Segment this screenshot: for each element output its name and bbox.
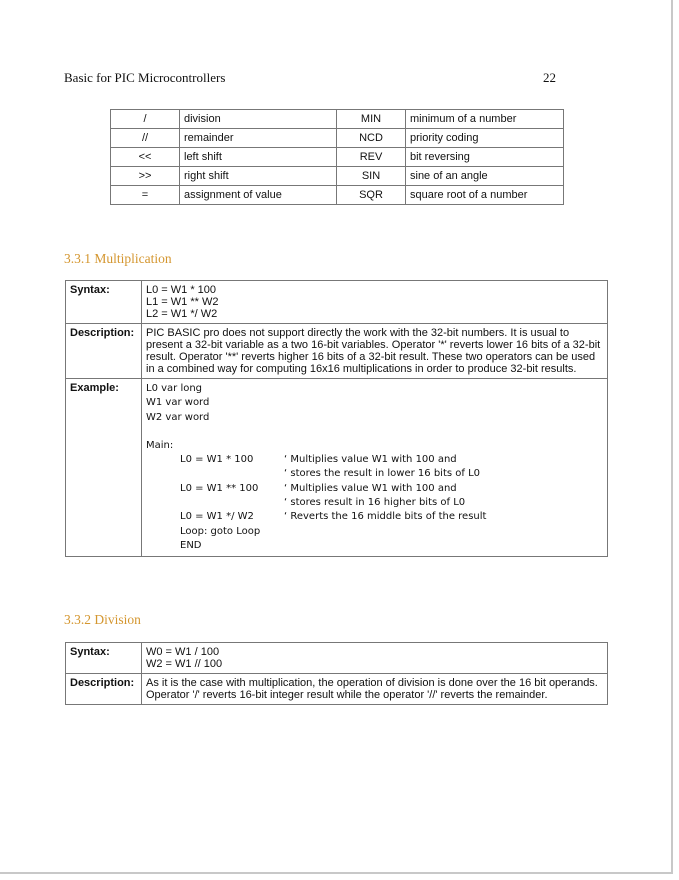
code-line (146, 510, 603, 524)
code-statement: L0 = W1 * 100 (180, 454, 254, 466)
code-comment: ‘ stores result in 16 higher bits of L0 (284, 497, 466, 509)
code-comment: ‘ Multiplies value W1 with 100 and (284, 454, 457, 466)
syntax-line: W0 = W1 / 100 (146, 646, 220, 658)
syntax-row (66, 643, 608, 674)
operator-description: division (180, 110, 337, 129)
syntax-label: Syntax: (66, 281, 142, 324)
syntax-cell (142, 643, 608, 674)
code-statement (180, 496, 284, 510)
code-comment: ‘ Multiplies value W1 with 100 and (284, 482, 457, 494)
description-row (66, 674, 608, 705)
operators-table (110, 109, 564, 205)
operator-description: assignment of value (180, 186, 337, 205)
code-statement: L0 = W1 */ W2 (180, 511, 254, 523)
syntax-row (66, 281, 608, 324)
code-comment: ‘ stores the result in lower 16 bits of L0 (284, 468, 481, 480)
page-header (64, 70, 556, 86)
operator-symbol: // (111, 129, 180, 148)
multiplication-heading: 3.3.1 Multiplication (64, 251, 172, 266)
function-description: minimum of a number (406, 110, 564, 129)
operator-row (111, 129, 564, 148)
example-label: Example: (66, 379, 142, 557)
function-description: priority coding (406, 129, 564, 148)
operator-row (111, 110, 564, 129)
syntax-line: L2 = W1 */ W2 (146, 308, 218, 320)
syntax-label: Syntax: (66, 643, 142, 674)
code-line: END (180, 539, 202, 551)
code-statement: L0 = W1 ** 100 (180, 482, 259, 494)
function-name: REV (337, 148, 406, 167)
code-line: W2 var word (146, 411, 210, 423)
code-line: Loop: goto Loop (180, 525, 261, 537)
syntax-line: W2 = W1 // 100 (146, 658, 223, 670)
code-line (146, 496, 603, 510)
function-description: square root of a number (406, 186, 564, 205)
code-line (146, 482, 603, 496)
operator-description: remainder (180, 129, 337, 148)
multiplication-table (65, 280, 608, 557)
syntax-line: L0 = W1 * 100 (146, 284, 217, 296)
code-line (146, 453, 603, 467)
operator-symbol: = (111, 186, 180, 205)
function-name: MIN (337, 110, 406, 129)
syntax-line: L1 = W1 ** W2 (146, 296, 219, 308)
function-description: sine of an angle (406, 167, 564, 186)
syntax-cell (142, 281, 608, 324)
code-statement (180, 467, 284, 481)
function-name: NCD (337, 129, 406, 148)
code-line: W1 var word (146, 397, 210, 409)
page-number: 22 (543, 70, 556, 85)
function-name: SQR (337, 186, 406, 205)
operator-symbol: << (111, 148, 180, 167)
description-label: Description: (66, 324, 142, 379)
code-line (146, 467, 603, 481)
example-row (66, 379, 608, 557)
division-heading: 3.3.2 Division (64, 612, 141, 627)
code-comment: ‘ Reverts the 16 middle bits of the result (284, 511, 487, 523)
header-title: Basic for PIC Microcontrollers (64, 70, 226, 85)
operator-symbol: >> (111, 167, 180, 186)
operator-row (111, 186, 564, 205)
function-name: SIN (337, 167, 406, 186)
description-text: PIC BASIC pro does not support directly the work with the 32-bit numbers. It is usual to present a 32-bit variable as a two 16-bit variables. Operator '*' reverts lower 16 bits of a 32-bit result. Operator '**' reverts higher 16 bits of a 32-bit result. These two operators can be used in a combined way for computing 16x16 multiplications in order to produce 32-bit results. (142, 324, 608, 379)
operator-description: right shift (180, 167, 337, 186)
operator-row (111, 148, 564, 167)
code-line: L0 var long (146, 383, 203, 394)
description-label: Description: (66, 674, 142, 705)
example-code (142, 379, 608, 557)
operator-description: left shift (180, 148, 337, 167)
operator-row (111, 167, 564, 186)
description-row (66, 324, 608, 379)
code-line: Main: (146, 439, 174, 451)
division-table (65, 642, 608, 705)
function-description: bit reversing (406, 148, 564, 167)
operator-symbol: / (111, 110, 180, 129)
description-text: As it is the case with multiplication, the operation of division is done over the 16 bit operands. Operator '/' reverts 16-bit integer result while the operator '//' reverts the remainder. (142, 674, 608, 705)
